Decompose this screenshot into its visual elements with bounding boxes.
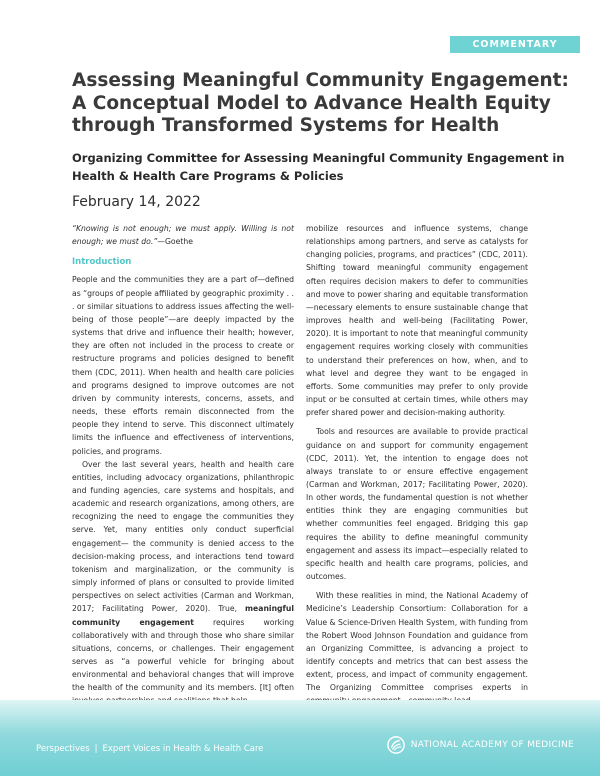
epigraph-attribution: —Goethe xyxy=(157,237,193,247)
intro-paragraph-2-part-b: requires working collaboratively with and through those who share similar situations, concerns, or challenges. Their engagement serves as “a powerful vehicle for bringing about environmental and behavioral changes that will improve the health of the community and its members. [It] often xyxy=(72,617,294,693)
nam-logo-icon xyxy=(387,736,405,754)
right-paragraph-2: Tools and resources are available to provide practical guidance on and support for community engagement (CDC, 2011). Yet, the intention to engage does not always translate to or ensure effective engagement (Carman and Workman, 2017; Facilitating Power, 2020). In other words, the fundamental question is not whether entities think they are engaging communities but whether communities feel engaged. Bridging this gap requires the ability to define meaningful community engagement and assess its impact—especially related to specific health and health care programs, policies, and outcomes. xyxy=(306,427,528,582)
right-paragraph-3: With these realities in mind, the National Academy of Medicine’s Leadership Consortium: Collaboration for a Value & Science-Driven Health System, with funding from the Robert Wood Johnson Foundation and guidance from an Organizing Committee, is advancing a project to identify concepts and metrics that can best assess the extent, process, and impact of community engagement. The Organizing Committee comprises experts in xyxy=(306,591,528,693)
introduction-heading: Introduction xyxy=(72,257,132,268)
intro-paragraph-2 xyxy=(72,458,294,708)
footer-separator: | xyxy=(94,744,98,754)
commentary-badge: COMMENTARY xyxy=(450,36,580,53)
footer-series xyxy=(36,744,264,754)
title-line-2: A Conceptual Model to Advance Health Equity xyxy=(72,92,551,114)
subtitle-line-1: Organizing Committee for Assessing Meaningful Community Engagement in xyxy=(72,151,565,165)
right-column xyxy=(306,222,528,708)
authors-subtitle xyxy=(72,150,565,185)
footer-perspectives: Perspectives xyxy=(36,744,90,754)
intro-paragraph-1: People and the communities they are a part of—defined as “groups of people affiliated by geographic proximity . . . or similar situations to address issues affecting the well-being of those people”—are deeply impacted by the systems that drive and influence their health; however, they are often not included in the process to create or restructure programs and policies designed to benefit them (CDC, 2011). When health and health care policies and programs designed to improve outcomes are not driven by community interests, concerns, assets, and needs, these efforts remain disconnected from the people they intend to serve. This disconnect ultimately limits the influence and effectiveness of interventions, policies, and programs. xyxy=(72,275,294,456)
right-paragraph-1: mobilize resources and influence systems, change relationships among partners, and serve as catalysts for changing policies, programs, and practices” (CDC, 2011). Shifting toward meaningful community engagement often requires decision makers to defer to communities and move to power sharing and equitable transformation—necessary elements to ensure sustainable change that improves health and well-being (Facilitating Power, 2020). It is important to note that meaningful community engagement requires working closely with communities to understand their preferences on how, when, and to what level and degree they want to be engaged in efforts. Some communities may prefer to only provide input or be consulted at certain times, while others may prefer shared power and decision-making authority. xyxy=(306,224,528,418)
epigraph-text: “Knowing is not enough; we must apply. Willing is not enough; we must do.” xyxy=(72,224,294,247)
subtitle-line-2: Health & Health Care Programs & Policies xyxy=(72,168,344,183)
publication-date: February 14, 2022 xyxy=(72,194,201,210)
article-title xyxy=(72,70,569,138)
title-line-3: through Transformed Systems for Health xyxy=(72,115,500,136)
title-line-1: Assessing Meaningful Community Engagement: xyxy=(72,70,569,91)
intro-paragraph-2-part-a: Over the last several years, health and health care entities, including advocacy organizations, philanthropic and funding agencies, care systems and hospitals, and academic and research organizations, among others, are recognizing the need to engage the communities they serve. Yet, many entities only conduct superficial engagement— the community is denied access to the decision-making process, and interactions tend toward tokenism and marginalization, or the community is simply informed of plans or consulted to provide limited perspectives on select activities (Carman and Workman, 2017; Facilitating Power, 2020). True, xyxy=(72,459,294,614)
left-column xyxy=(72,222,294,708)
nam-logo-block xyxy=(387,736,574,754)
epigraph xyxy=(72,222,294,248)
page-footer xyxy=(0,700,600,776)
meaningful-engagement-term: meaningful community engagement xyxy=(72,604,294,627)
nam-wordmark: NATIONAL ACADEMY OF MEDICINE xyxy=(410,740,574,750)
footer-expert-voices: Expert Voices in Health & Health Care xyxy=(102,744,264,754)
